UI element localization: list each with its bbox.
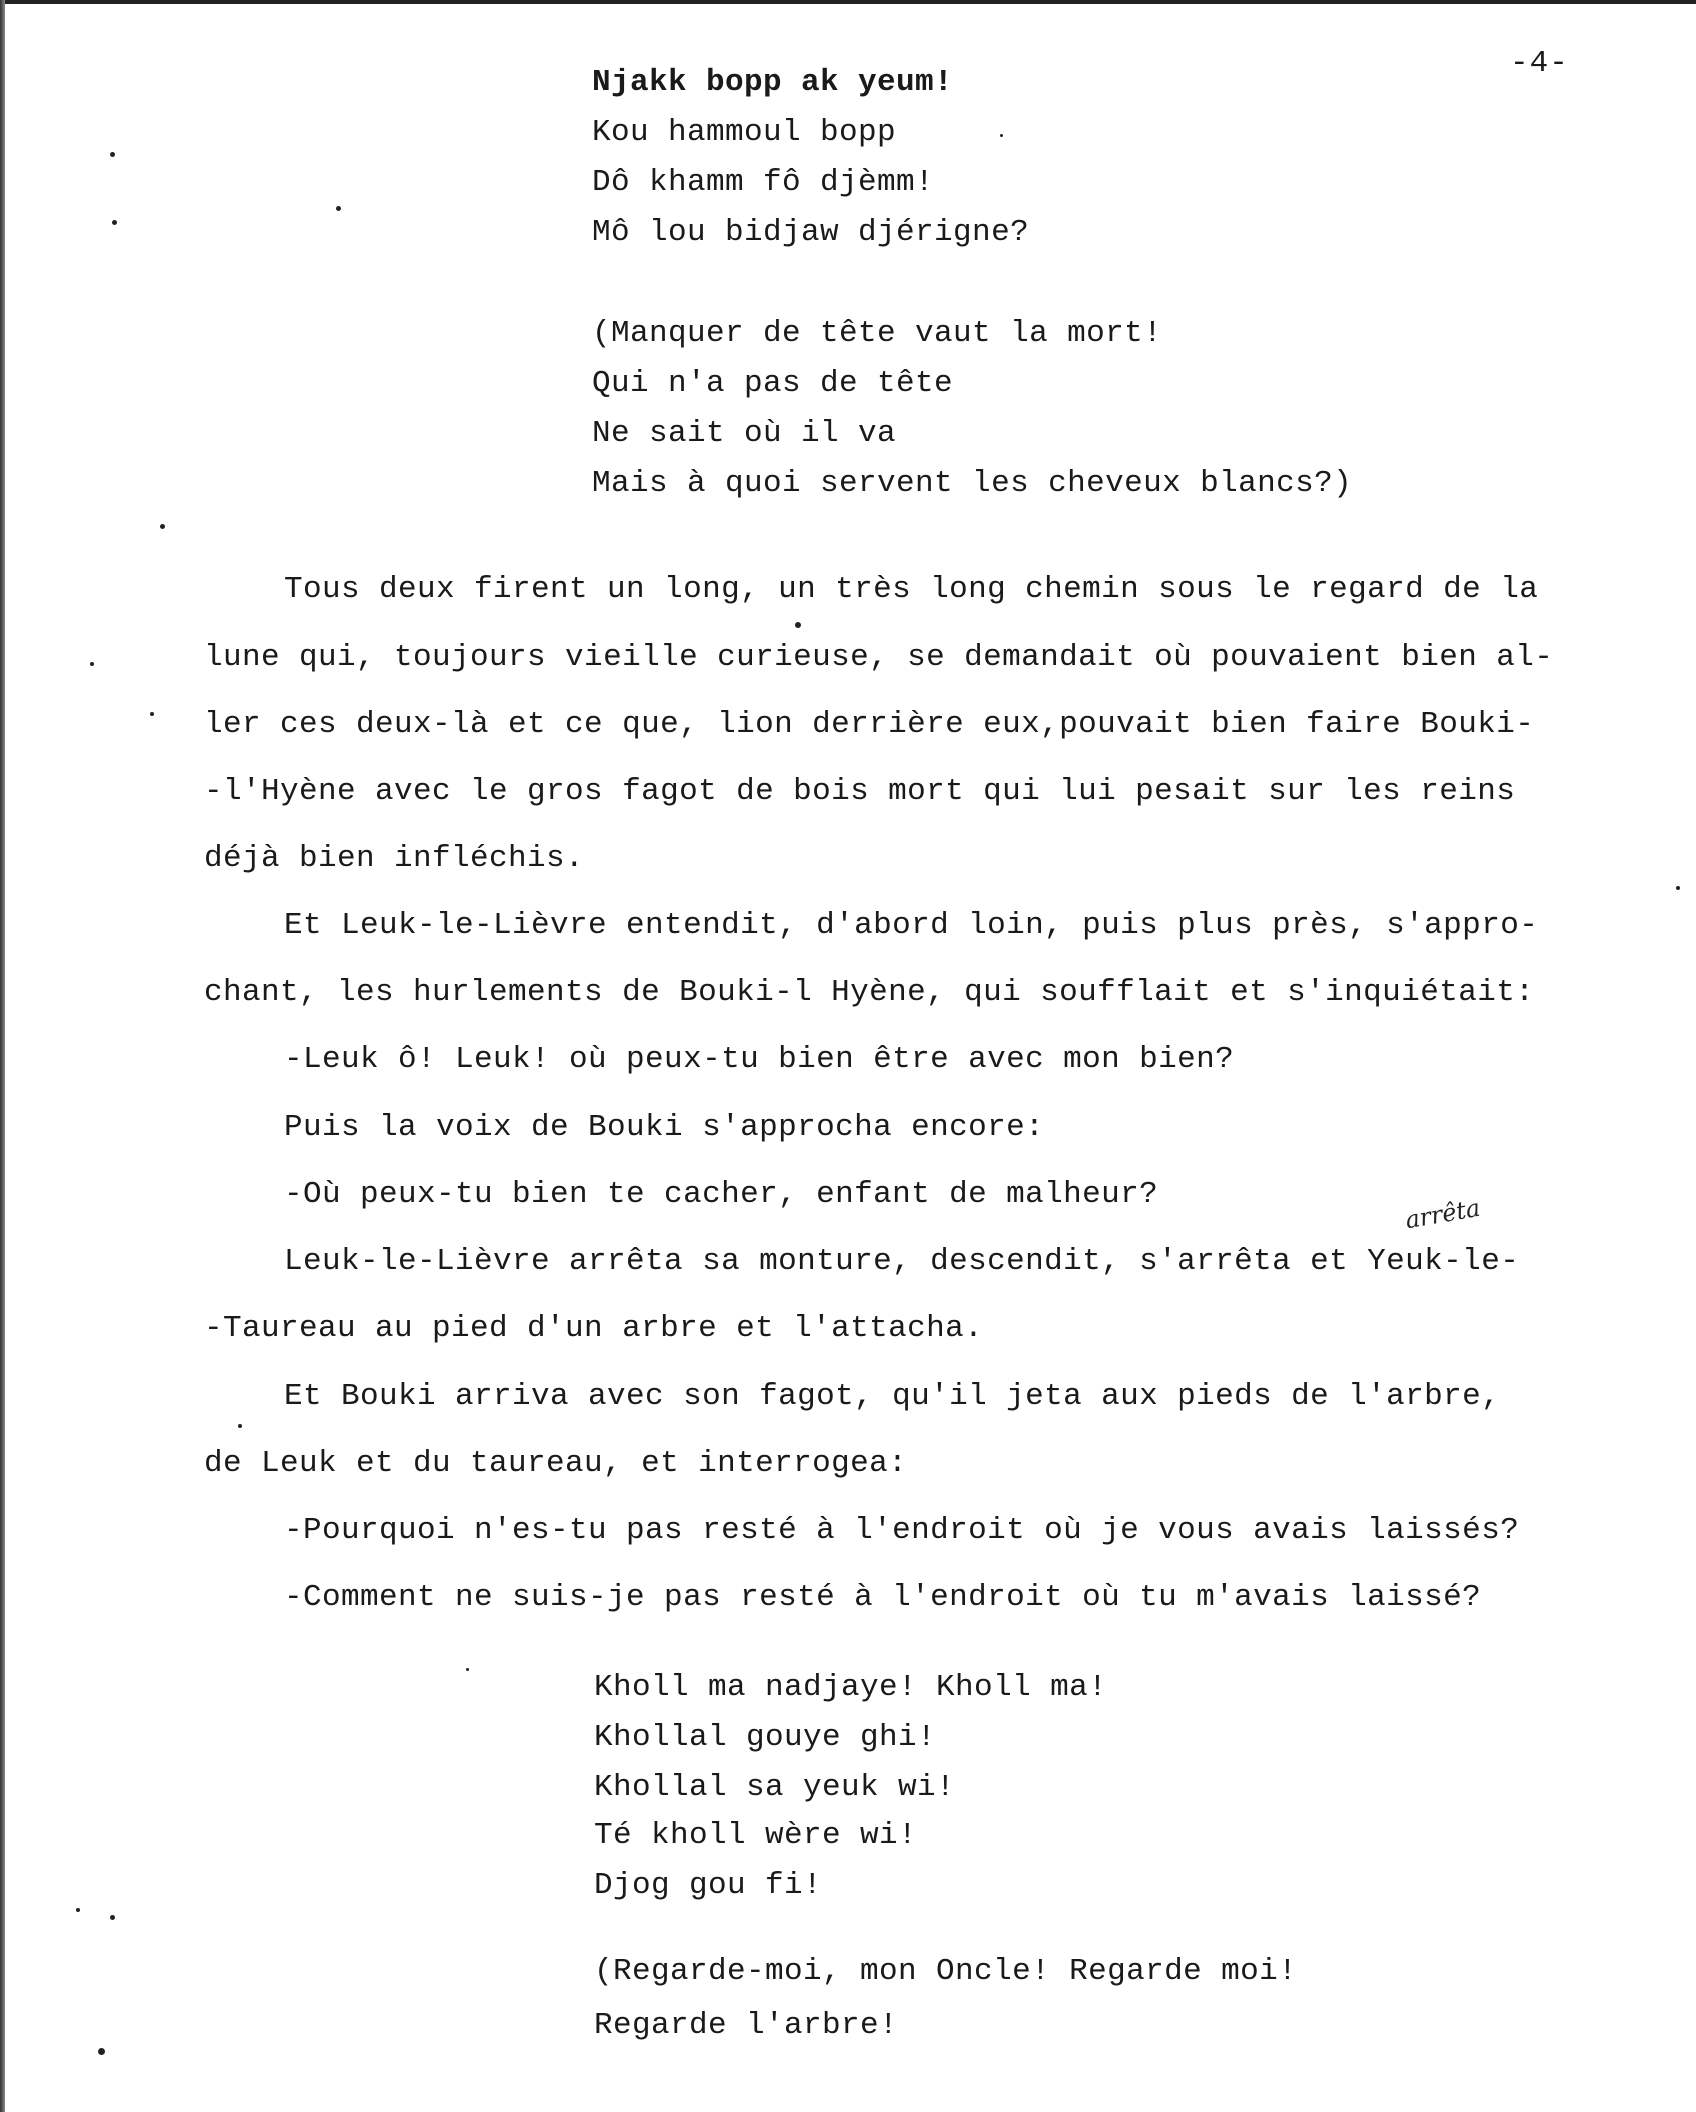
- page-top-edge: [0, 0, 1696, 4]
- ink-speck: [795, 622, 801, 628]
- ink-speck: [150, 712, 154, 716]
- prose-line: -Comment ne suis-je pas resté à l'endroit où tu m'avais laissé?: [284, 1580, 1482, 1615]
- prose-line: ler ces deux-là et ce que, lion derrière eux,pouvait bien faire Bouki-: [204, 707, 1535, 742]
- verse-line: Mais à quoi servent les cheveux blancs?): [592, 466, 1353, 501]
- verse-line: Dô khamm fô djèmm!: [592, 165, 935, 200]
- prose-line: -l'Hyène avec le gros fagot de bois mort qui lui pesait sur les reins: [204, 774, 1516, 809]
- ink-speck: [1676, 886, 1680, 890]
- ink-speck: [90, 662, 94, 666]
- prose-line: Et Leuk-le-Lièvre entendit, d'abord loin, puis plus près, s'appro-: [284, 908, 1539, 943]
- verse-line: Kou hammoul bopp: [592, 115, 897, 150]
- ink-speck: [336, 206, 341, 211]
- verse-line: Té kholl wère wi!: [594, 1818, 918, 1853]
- prose-line: -Où peux-tu bien te cacher, enfant de malheur?: [284, 1177, 1159, 1212]
- ink-speck: [112, 220, 117, 225]
- prose-line: -Pourquoi n'es-tu pas resté à l'endroit où je vous avais laissés?: [284, 1513, 1520, 1548]
- verse-line: Khollal gouye ghi!: [594, 1720, 937, 1755]
- verse-line: Njakk bopp ak yeum!: [592, 65, 954, 100]
- verse-line: Ne sait où il va: [592, 416, 897, 451]
- verse-line: Khollal sa yeuk wi!: [594, 1770, 956, 1805]
- ink-speck: [238, 1424, 242, 1428]
- verse-line: Mô lou bidjaw djérigne?: [592, 215, 1030, 250]
- prose-line: déjà bien infléchis.: [204, 841, 585, 876]
- verse-line: Regarde l'arbre!: [594, 2008, 899, 2043]
- ink-speck: [98, 2048, 105, 2055]
- page-left-edge: [0, 0, 5, 2112]
- prose-line: Puis la voix de Bouki s'approcha encore:: [284, 1110, 1045, 1145]
- prose-line: de Leuk et du taureau, et interrogea:: [204, 1446, 908, 1481]
- page-number: -4-: [1510, 46, 1569, 81]
- verse-line: Djog gou fi!: [594, 1868, 823, 1903]
- handwritten-correction: arrêta: [1403, 1193, 1483, 1235]
- ink-speck: [110, 152, 115, 157]
- ink-speck: [110, 1915, 115, 1920]
- ink-speck: [466, 1668, 469, 1671]
- prose-line: Leuk-le-Lièvre arrêta sa monture, descendit, s'arrêta et Yeuk-le-: [284, 1244, 1520, 1279]
- prose-line: chant, les hurlements de Bouki-l Hyène, qui soufflait et s'inquiétait:: [204, 975, 1535, 1010]
- prose-line: -Taureau au pied d'un arbre et l'attacha.: [204, 1311, 984, 1346]
- prose-line: -Leuk ô! Leuk! où peux-tu bien être avec mon bien?: [284, 1042, 1235, 1077]
- verse-line: (Regarde-moi, mon Oncle! Regarde moi!: [594, 1954, 1298, 1989]
- verse-line: (Manquer de tête vaut la mort!: [592, 316, 1163, 351]
- verse-line: Qui n'a pas de tête: [592, 366, 954, 401]
- prose-line: lune qui, toujours vieille curieuse, se demandait où pouvaient bien al-: [204, 640, 1554, 675]
- ink-speck: [76, 1908, 80, 1912]
- ink-speck: [1000, 134, 1003, 137]
- verse-line: Kholl ma nadjaye! Kholl ma!: [594, 1670, 1108, 1705]
- prose-line: Tous deux firent un long, un très long chemin sous le regard de la: [284, 572, 1539, 607]
- prose-line: Et Bouki arriva avec son fagot, qu'il jeta aux pieds de l'arbre,: [284, 1379, 1501, 1414]
- ink-speck: [160, 524, 165, 529]
